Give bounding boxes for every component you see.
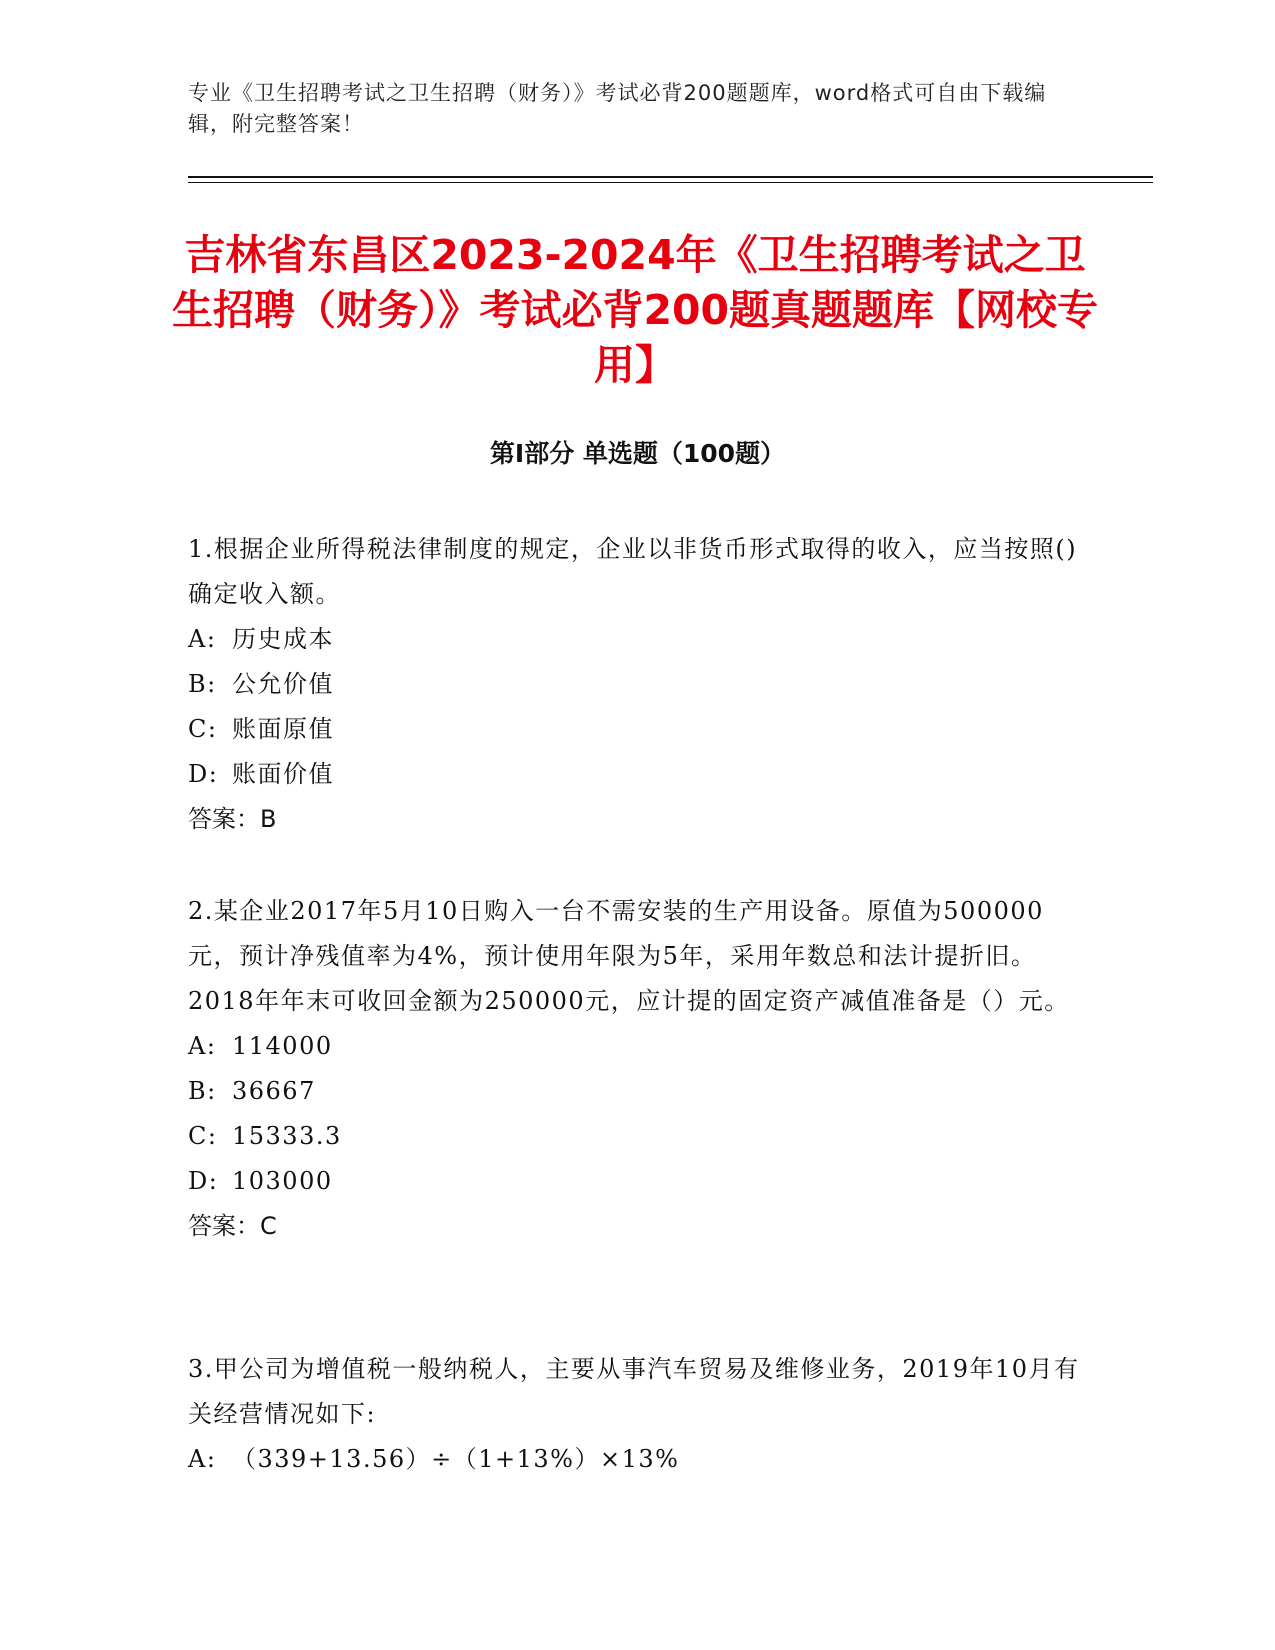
option-text: 公允价值 (232, 670, 334, 698)
question-2 (188, 889, 1088, 1249)
question-stem: 3.甲公司为增值税一般纳税人，主要从事汽车贸易及维修业务，2019年10月有关经营情况如下: (188, 1355, 1080, 1428)
option-text: 账面原值 (232, 715, 334, 743)
answer-line: 答案：C (188, 1212, 277, 1240)
option-letter: B: (188, 1077, 217, 1105)
option-text: 114000 (232, 1032, 333, 1060)
option-text: 36667 (232, 1077, 316, 1105)
question-stem: 2.某企业2017年5月10日购入一台不需安装的生产用设备。原值为500000元，预计净残值率为4%，预计使用年限为5年，采用年数总和法计提折旧。2018年年末可收回金额为250000元，应计提的固定资产减值准备是（）元。 (188, 897, 1070, 1015)
option-text: 历史成本 (232, 625, 334, 653)
option-letter: A: (188, 625, 217, 653)
option-c (188, 1114, 1088, 1159)
option-b (188, 1069, 1088, 1114)
option-text: 账面价值 (232, 760, 334, 788)
option-letter: C: (188, 715, 218, 743)
option-letter: A: (188, 1032, 217, 1060)
option-letter: D: (188, 760, 219, 788)
question-stem: 1.根据企业所得税法律制度的规定，企业以非货币形式取得的收入，应当按照()确定收入额。 (188, 535, 1078, 608)
option-a (188, 1024, 1088, 1069)
answer-line: 答案：B (188, 805, 277, 833)
header-rule-thin (188, 182, 1153, 183)
option-text: （339+13.56）÷（1+13%）×13% (232, 1445, 680, 1473)
section-heading: 第I部分 单选题（100题） (489, 439, 786, 468)
option-d (188, 1159, 1088, 1204)
document-title: 吉林省东昌区2023-2024年《卫生招聘考试之卫生招聘（财务）》考试必背200题真题题库【网校专用】 (171, 231, 1099, 389)
option-a (188, 617, 1088, 662)
option-c (188, 707, 1088, 752)
question-3 (188, 1347, 1088, 1482)
option-letter: A: (188, 1445, 217, 1473)
option-letter: C: (188, 1122, 218, 1150)
question-1 (188, 527, 1088, 842)
option-a (188, 1437, 1088, 1482)
option-b (188, 662, 1088, 707)
option-d (188, 752, 1088, 797)
option-text: 15333.3 (232, 1122, 342, 1150)
option-text: 103000 (232, 1167, 333, 1195)
option-letter: B: (188, 670, 217, 698)
header-note: 专业《卫生招聘考试之卫生招聘（财务）》考试必背200题题库，word格式可自由下载编辑，附完整答案！ (188, 81, 1047, 136)
header-rule-thick (188, 176, 1153, 178)
option-letter: D: (188, 1167, 219, 1195)
